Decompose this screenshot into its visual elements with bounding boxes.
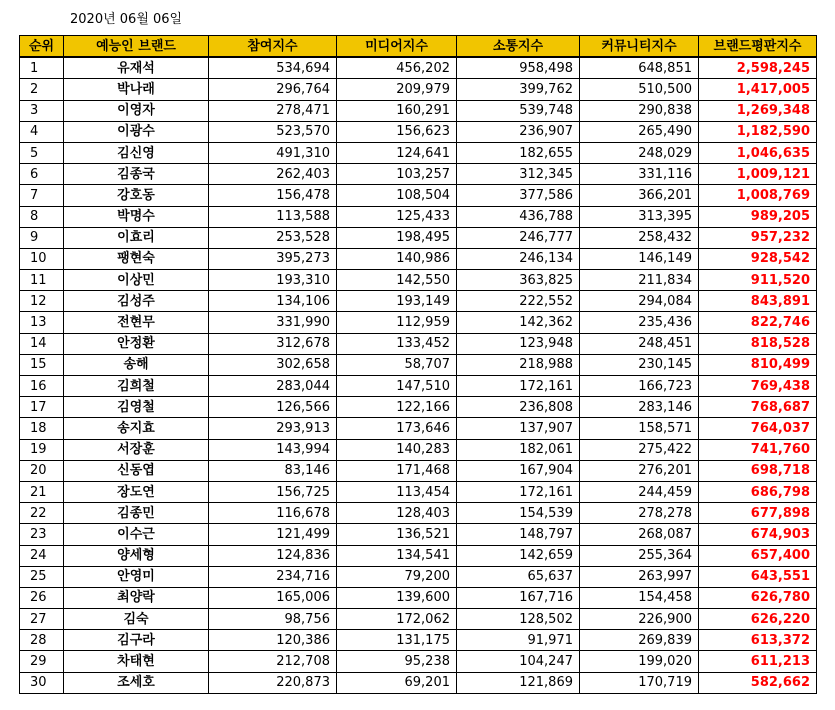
rank-cell: 5 bbox=[20, 142, 64, 163]
media-cell: 172,062 bbox=[337, 609, 457, 630]
brand-name-cell: 이수근 bbox=[64, 524, 209, 545]
media-cell: 198,495 bbox=[337, 227, 457, 248]
brand-name-cell: 김종민 bbox=[64, 503, 209, 524]
table-row bbox=[20, 291, 817, 312]
brand-name-cell: 안영미 bbox=[64, 566, 209, 587]
rank-cell: 11 bbox=[20, 270, 64, 291]
participation-cell: 124,836 bbox=[209, 545, 337, 566]
table-row bbox=[20, 587, 817, 608]
community-cell: 510,500 bbox=[580, 79, 699, 100]
brand-name-cell: 조세호 bbox=[64, 672, 209, 693]
rank-cell: 23 bbox=[20, 524, 64, 545]
rank-cell: 21 bbox=[20, 481, 64, 502]
column-header-communication: 소통지수 bbox=[457, 36, 580, 58]
communication-cell: 123,948 bbox=[457, 333, 580, 354]
community-cell: 294,084 bbox=[580, 291, 699, 312]
media-cell: 95,238 bbox=[337, 651, 457, 672]
participation-cell: 156,478 bbox=[209, 185, 337, 206]
media-cell: 171,468 bbox=[337, 460, 457, 481]
rank-cell: 18 bbox=[20, 418, 64, 439]
brand-name-cell: 박나래 bbox=[64, 79, 209, 100]
participation-cell: 83,146 bbox=[209, 460, 337, 481]
table-row bbox=[20, 503, 817, 524]
table-row bbox=[20, 354, 817, 375]
table-row bbox=[20, 672, 817, 693]
media-cell: 209,979 bbox=[337, 79, 457, 100]
table-row bbox=[20, 545, 817, 566]
brand-reputation-cell: 626,220 bbox=[699, 609, 817, 630]
participation-cell: 523,570 bbox=[209, 121, 337, 142]
rank-cell: 20 bbox=[20, 460, 64, 481]
rank-cell: 1 bbox=[20, 57, 64, 79]
brand-reputation-cell: 768,687 bbox=[699, 397, 817, 418]
rank-cell: 26 bbox=[20, 587, 64, 608]
media-cell: 140,283 bbox=[337, 439, 457, 460]
participation-cell: 234,716 bbox=[209, 566, 337, 587]
media-cell: 124,641 bbox=[337, 142, 457, 163]
communication-cell: 312,345 bbox=[457, 164, 580, 185]
rank-cell: 15 bbox=[20, 354, 64, 375]
participation-cell: 278,471 bbox=[209, 100, 337, 121]
community-cell: 283,146 bbox=[580, 397, 699, 418]
brand-reputation-cell: 1,008,769 bbox=[699, 185, 817, 206]
community-cell: 331,116 bbox=[580, 164, 699, 185]
table-row bbox=[20, 609, 817, 630]
table-row bbox=[20, 418, 817, 439]
rank-cell: 14 bbox=[20, 333, 64, 354]
participation-cell: 165,006 bbox=[209, 587, 337, 608]
participation-cell: 113,588 bbox=[209, 206, 337, 227]
participation-cell: 98,756 bbox=[209, 609, 337, 630]
communication-cell: 142,362 bbox=[457, 312, 580, 333]
community-cell: 276,201 bbox=[580, 460, 699, 481]
table-row bbox=[20, 121, 817, 142]
participation-cell: 134,106 bbox=[209, 291, 337, 312]
table-row bbox=[20, 164, 817, 185]
media-cell: 134,541 bbox=[337, 545, 457, 566]
community-cell: 158,571 bbox=[580, 418, 699, 439]
brand-name-cell: 김구라 bbox=[64, 630, 209, 651]
brand-reputation-cell: 698,718 bbox=[699, 460, 817, 481]
table-row bbox=[20, 248, 817, 269]
brand-reputation-cell: 769,438 bbox=[699, 376, 817, 397]
media-cell: 142,550 bbox=[337, 270, 457, 291]
communication-cell: 363,825 bbox=[457, 270, 580, 291]
participation-cell: 296,764 bbox=[209, 79, 337, 100]
brand-name-cell: 이효리 bbox=[64, 227, 209, 248]
rank-cell: 17 bbox=[20, 397, 64, 418]
column-header-participation: 참여지수 bbox=[209, 36, 337, 58]
participation-cell: 302,658 bbox=[209, 354, 337, 375]
table-row bbox=[20, 566, 817, 587]
communication-cell: 167,904 bbox=[457, 460, 580, 481]
communication-cell: 236,808 bbox=[457, 397, 580, 418]
community-cell: 211,834 bbox=[580, 270, 699, 291]
brand-name-cell: 서장훈 bbox=[64, 439, 209, 460]
column-header-brand-reputation: 브랜드평판지수 bbox=[699, 36, 817, 58]
media-cell: 456,202 bbox=[337, 57, 457, 79]
community-cell: 290,838 bbox=[580, 100, 699, 121]
brand-name-cell: 김숙 bbox=[64, 609, 209, 630]
community-cell: 154,458 bbox=[580, 587, 699, 608]
brand-reputation-cell: 928,542 bbox=[699, 248, 817, 269]
participation-cell: 253,528 bbox=[209, 227, 337, 248]
media-cell: 147,510 bbox=[337, 376, 457, 397]
rank-cell: 13 bbox=[20, 312, 64, 333]
community-cell: 268,087 bbox=[580, 524, 699, 545]
brand-reputation-cell: 613,372 bbox=[699, 630, 817, 651]
brand-name-cell: 박명수 bbox=[64, 206, 209, 227]
participation-cell: 120,386 bbox=[209, 630, 337, 651]
brand-name-cell: 유재석 bbox=[64, 57, 209, 79]
table-row bbox=[20, 57, 817, 79]
community-cell: 199,020 bbox=[580, 651, 699, 672]
participation-cell: 116,678 bbox=[209, 503, 337, 524]
brand-reputation-cell: 643,551 bbox=[699, 566, 817, 587]
media-cell: 125,433 bbox=[337, 206, 457, 227]
media-cell: 139,600 bbox=[337, 587, 457, 608]
brand-reputation-cell: 674,903 bbox=[699, 524, 817, 545]
table-row bbox=[20, 227, 817, 248]
brand-name-cell: 장도연 bbox=[64, 481, 209, 502]
table-row bbox=[20, 206, 817, 227]
communication-cell: 436,788 bbox=[457, 206, 580, 227]
media-cell: 103,257 bbox=[337, 164, 457, 185]
table-row bbox=[20, 481, 817, 502]
table-row bbox=[20, 630, 817, 651]
brand-name-cell: 차태현 bbox=[64, 651, 209, 672]
brand-name-cell: 송지효 bbox=[64, 418, 209, 439]
community-cell: 313,395 bbox=[580, 206, 699, 227]
communication-cell: 167,716 bbox=[457, 587, 580, 608]
brand-name-cell: 이상민 bbox=[64, 270, 209, 291]
communication-cell: 91,971 bbox=[457, 630, 580, 651]
media-cell: 113,454 bbox=[337, 481, 457, 502]
communication-cell: 246,777 bbox=[457, 227, 580, 248]
participation-cell: 143,994 bbox=[209, 439, 337, 460]
rank-cell: 24 bbox=[20, 545, 64, 566]
communication-cell: 236,907 bbox=[457, 121, 580, 142]
participation-cell: 262,403 bbox=[209, 164, 337, 185]
participation-cell: 121,499 bbox=[209, 524, 337, 545]
community-cell: 248,451 bbox=[580, 333, 699, 354]
brand-reputation-cell: 911,520 bbox=[699, 270, 817, 291]
participation-cell: 126,566 bbox=[209, 397, 337, 418]
community-cell: 648,851 bbox=[580, 57, 699, 79]
column-header-brand: 예능인 브랜드 bbox=[64, 36, 209, 58]
communication-cell: 172,161 bbox=[457, 481, 580, 502]
participation-cell: 293,913 bbox=[209, 418, 337, 439]
community-cell: 226,900 bbox=[580, 609, 699, 630]
table-row bbox=[20, 524, 817, 545]
table-row bbox=[20, 142, 817, 163]
participation-cell: 331,990 bbox=[209, 312, 337, 333]
brand-name-cell: 양세형 bbox=[64, 545, 209, 566]
media-cell: 156,623 bbox=[337, 121, 457, 142]
brand-name-cell: 안정환 bbox=[64, 333, 209, 354]
media-cell: 140,986 bbox=[337, 248, 457, 269]
brand-name-cell: 김신영 bbox=[64, 142, 209, 163]
media-cell: 69,201 bbox=[337, 672, 457, 693]
communication-cell: 958,498 bbox=[457, 57, 580, 79]
community-cell: 170,719 bbox=[580, 672, 699, 693]
brand-reputation-cell: 818,528 bbox=[699, 333, 817, 354]
participation-cell: 534,694 bbox=[209, 57, 337, 79]
media-cell: 133,452 bbox=[337, 333, 457, 354]
brand-reputation-cell: 2,598,245 bbox=[699, 57, 817, 79]
column-header-rank: 순위 bbox=[20, 36, 64, 58]
table-row bbox=[20, 651, 817, 672]
table-row bbox=[20, 100, 817, 121]
rank-cell: 30 bbox=[20, 672, 64, 693]
rank-cell: 4 bbox=[20, 121, 64, 142]
communication-cell: 104,247 bbox=[457, 651, 580, 672]
participation-cell: 395,273 bbox=[209, 248, 337, 269]
communication-cell: 246,134 bbox=[457, 248, 580, 269]
brand-name-cell: 송해 bbox=[64, 354, 209, 375]
table-row bbox=[20, 460, 817, 481]
media-cell: 173,646 bbox=[337, 418, 457, 439]
communication-cell: 218,988 bbox=[457, 354, 580, 375]
communication-cell: 154,539 bbox=[457, 503, 580, 524]
community-cell: 255,364 bbox=[580, 545, 699, 566]
brand-reputation-cell: 957,232 bbox=[699, 227, 817, 248]
brand-reputation-cell: 1,046,635 bbox=[699, 142, 817, 163]
brand-name-cell: 김영철 bbox=[64, 397, 209, 418]
rank-cell: 7 bbox=[20, 185, 64, 206]
brand-reputation-cell: 626,780 bbox=[699, 587, 817, 608]
media-cell: 108,504 bbox=[337, 185, 457, 206]
brand-reputation-cell: 1,182,590 bbox=[699, 121, 817, 142]
communication-cell: 148,797 bbox=[457, 524, 580, 545]
participation-cell: 312,678 bbox=[209, 333, 337, 354]
table-row bbox=[20, 79, 817, 100]
brand-reputation-cell: 741,760 bbox=[699, 439, 817, 460]
brand-reputation-cell: 822,746 bbox=[699, 312, 817, 333]
participation-cell: 220,873 bbox=[209, 672, 337, 693]
media-cell: 122,166 bbox=[337, 397, 457, 418]
column-header-media: 미디어지수 bbox=[337, 36, 457, 58]
participation-cell: 212,708 bbox=[209, 651, 337, 672]
rank-cell: 2 bbox=[20, 79, 64, 100]
community-cell: 230,145 bbox=[580, 354, 699, 375]
table-row bbox=[20, 312, 817, 333]
rank-cell: 8 bbox=[20, 206, 64, 227]
brand-reputation-cell: 810,499 bbox=[699, 354, 817, 375]
brand-name-cell: 김희철 bbox=[64, 376, 209, 397]
community-cell: 275,422 bbox=[580, 439, 699, 460]
community-cell: 166,723 bbox=[580, 376, 699, 397]
community-cell: 366,201 bbox=[580, 185, 699, 206]
header-row bbox=[20, 36, 817, 58]
brand-reputation-cell: 677,898 bbox=[699, 503, 817, 524]
brand-name-cell: 최양락 bbox=[64, 587, 209, 608]
rank-cell: 9 bbox=[20, 227, 64, 248]
participation-cell: 156,725 bbox=[209, 481, 337, 502]
brand-name-cell: 김종국 bbox=[64, 164, 209, 185]
community-cell: 235,436 bbox=[580, 312, 699, 333]
participation-cell: 283,044 bbox=[209, 376, 337, 397]
report-date: 2020년 06월 06일 bbox=[70, 12, 183, 27]
rank-cell: 12 bbox=[20, 291, 64, 312]
communication-cell: 137,907 bbox=[457, 418, 580, 439]
rank-cell: 22 bbox=[20, 503, 64, 524]
media-cell: 112,959 bbox=[337, 312, 457, 333]
table-row bbox=[20, 270, 817, 291]
communication-cell: 182,655 bbox=[457, 142, 580, 163]
brand-name-cell: 김성주 bbox=[64, 291, 209, 312]
rank-cell: 6 bbox=[20, 164, 64, 185]
rank-cell: 27 bbox=[20, 609, 64, 630]
communication-cell: 377,586 bbox=[457, 185, 580, 206]
media-cell: 58,707 bbox=[337, 354, 457, 375]
brand-reputation-cell: 657,400 bbox=[699, 545, 817, 566]
rank-cell: 10 bbox=[20, 248, 64, 269]
table-row bbox=[20, 397, 817, 418]
communication-cell: 539,748 bbox=[457, 100, 580, 121]
community-cell: 248,029 bbox=[580, 142, 699, 163]
communication-cell: 399,762 bbox=[457, 79, 580, 100]
rank-cell: 29 bbox=[20, 651, 64, 672]
communication-cell: 172,161 bbox=[457, 376, 580, 397]
table-row bbox=[20, 333, 817, 354]
brand-reputation-cell: 1,417,005 bbox=[699, 79, 817, 100]
community-cell: 265,490 bbox=[580, 121, 699, 142]
media-cell: 136,521 bbox=[337, 524, 457, 545]
communication-cell: 222,552 bbox=[457, 291, 580, 312]
media-cell: 193,149 bbox=[337, 291, 457, 312]
brand-name-cell: 신동엽 bbox=[64, 460, 209, 481]
community-cell: 258,432 bbox=[580, 227, 699, 248]
rank-cell: 16 bbox=[20, 376, 64, 397]
communication-cell: 182,061 bbox=[457, 439, 580, 460]
table-row bbox=[20, 376, 817, 397]
brand-reputation-cell: 843,891 bbox=[699, 291, 817, 312]
brand-reputation-cell: 1,009,121 bbox=[699, 164, 817, 185]
media-cell: 131,175 bbox=[337, 630, 457, 651]
communication-cell: 128,502 bbox=[457, 609, 580, 630]
table-row bbox=[20, 439, 817, 460]
brand-reputation-cell: 582,662 bbox=[699, 672, 817, 693]
brand-name-cell: 강호동 bbox=[64, 185, 209, 206]
rank-cell: 25 bbox=[20, 566, 64, 587]
community-cell: 244,459 bbox=[580, 481, 699, 502]
participation-cell: 193,310 bbox=[209, 270, 337, 291]
brand-name-cell: 전현무 bbox=[64, 312, 209, 333]
community-cell: 269,839 bbox=[580, 630, 699, 651]
rank-cell: 3 bbox=[20, 100, 64, 121]
brand-name-cell: 이영자 bbox=[64, 100, 209, 121]
participation-cell: 491,310 bbox=[209, 142, 337, 163]
rank-cell: 19 bbox=[20, 439, 64, 460]
brand-reputation-cell: 611,213 bbox=[699, 651, 817, 672]
table-row bbox=[20, 185, 817, 206]
brand-name-cell: 이광수 bbox=[64, 121, 209, 142]
community-cell: 263,997 bbox=[580, 566, 699, 587]
brand-name-cell: 팽현숙 bbox=[64, 248, 209, 269]
brand-reputation-cell: 686,798 bbox=[699, 481, 817, 502]
brand-reputation-cell: 764,037 bbox=[699, 418, 817, 439]
rank-cell: 28 bbox=[20, 630, 64, 651]
community-cell: 278,278 bbox=[580, 503, 699, 524]
communication-cell: 65,637 bbox=[457, 566, 580, 587]
brand-reputation-table bbox=[19, 35, 817, 694]
media-cell: 79,200 bbox=[337, 566, 457, 587]
communication-cell: 142,659 bbox=[457, 545, 580, 566]
column-header-community: 커뮤니티지수 bbox=[580, 36, 699, 58]
communication-cell: 121,869 bbox=[457, 672, 580, 693]
community-cell: 146,149 bbox=[580, 248, 699, 269]
media-cell: 160,291 bbox=[337, 100, 457, 121]
media-cell: 128,403 bbox=[337, 503, 457, 524]
brand-reputation-cell: 1,269,348 bbox=[699, 100, 817, 121]
brand-reputation-cell: 989,205 bbox=[699, 206, 817, 227]
